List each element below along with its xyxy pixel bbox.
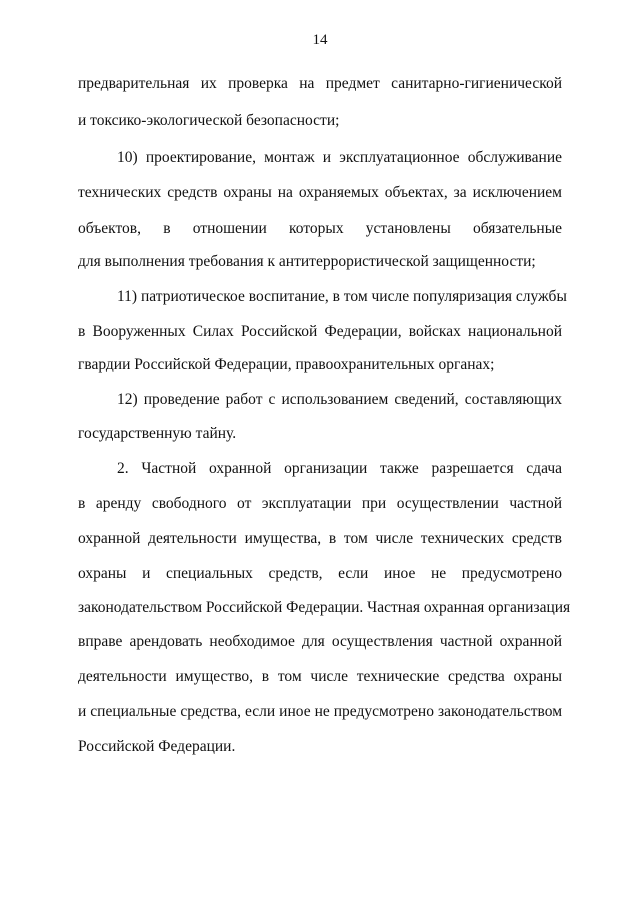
- text-line: законодательством Российской Федерации. Частная охранная организация: [78, 599, 571, 616]
- text-line: объектов, в отношении которых установлены обязательные: [78, 220, 562, 237]
- text-line: гвардии Российской Федерации, правоохранительных органах;: [78, 356, 495, 373]
- text-line: 10) проектирование, монтаж и эксплуатационное обслуживание: [117, 149, 562, 166]
- text-line: и специальные средства, если иное не предусмотрено законодательством: [78, 703, 562, 720]
- text-line: 2. Частной охранной организации также разрешается сдача: [117, 460, 562, 477]
- text-line: вправе арендовать необходимое для осуществления частной охранной: [78, 633, 562, 650]
- text-line: 11) патриотическое воспитание, в том числе популяризация службы: [117, 288, 567, 305]
- text-line: охранной деятельности имущества, в том числе технических средств: [78, 530, 562, 547]
- text-line: технических средств охраны на охраняемых объектах, за исключением: [78, 184, 562, 201]
- text-line: Российской Федерации.: [78, 738, 236, 755]
- text-line: 12) проведение работ с использованием сведений, составляющих: [117, 391, 562, 408]
- text-line: для выполнения требования к антитеррористической защищенности;: [78, 253, 536, 270]
- text-line: и токсико-экологической безопасности;: [78, 112, 340, 129]
- text-line: в аренду свободного от эксплуатации при осуществлении частной: [78, 495, 562, 512]
- page-number: 14: [312, 32, 328, 48]
- text-line: охраны и специальных средств, если иное не предусмотрено: [78, 565, 562, 582]
- text-line: деятельности имущество, в том числе технические средства охраны: [78, 668, 562, 685]
- text-line: предварительная их проверка на предмет санитарно-гигиенической: [78, 75, 562, 92]
- text-line: государственную тайну.: [78, 425, 237, 442]
- text-line: в Вооруженных Силах Российской Федерации, войсках национальной: [78, 323, 562, 340]
